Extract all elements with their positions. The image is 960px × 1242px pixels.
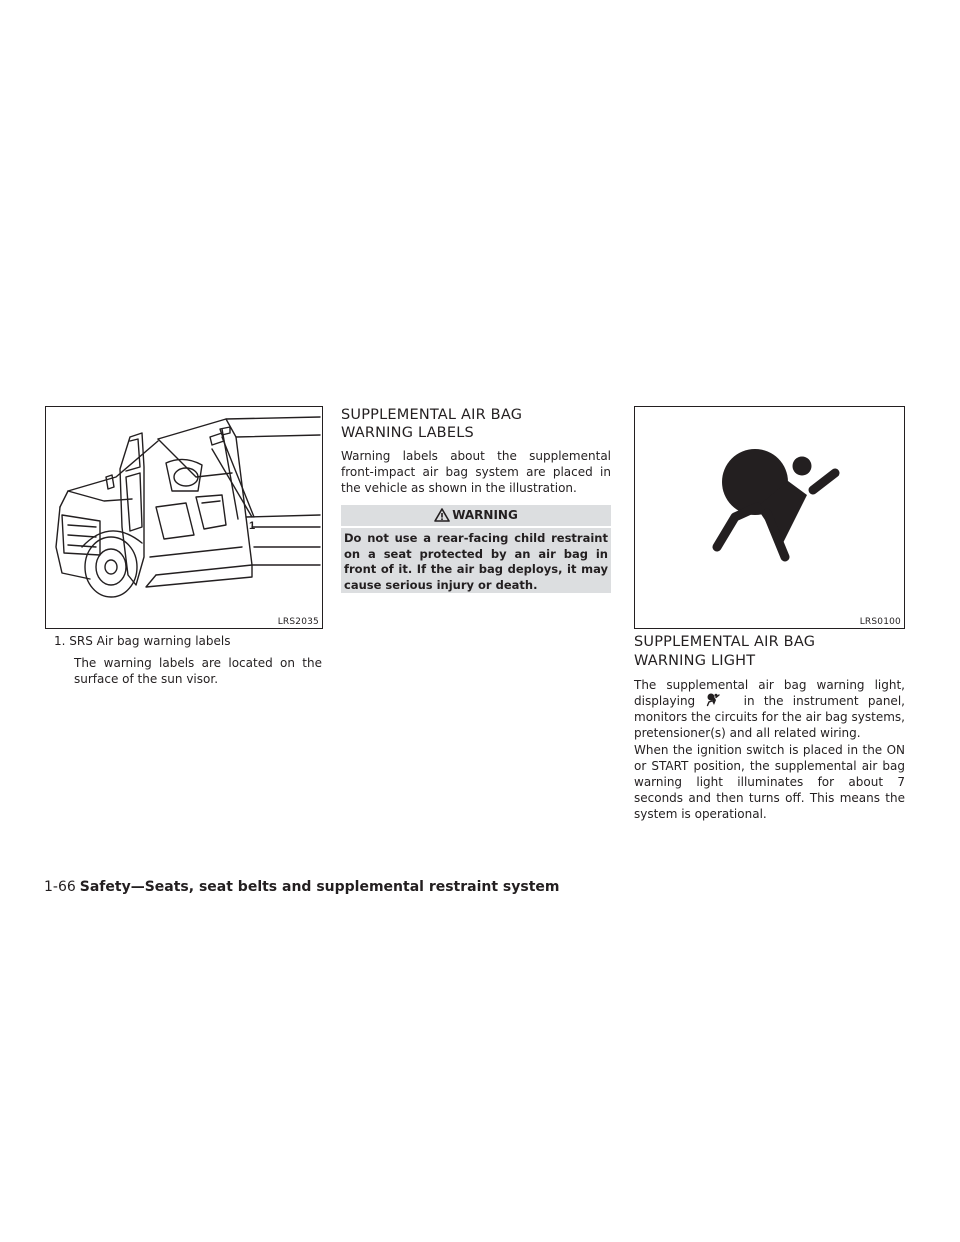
caption-item: 1. SRS Air bag warning labels bbox=[54, 634, 231, 648]
warning-triangle-icon bbox=[434, 508, 450, 522]
figure-airbag-symbol bbox=[634, 406, 905, 629]
section-heading-light-line2: WARNING LIGHT bbox=[634, 653, 756, 669]
truck-drawing bbox=[46, 407, 321, 627]
page-number: 1-66 bbox=[44, 879, 76, 895]
section-body-light-2: When the ignition switch is placed in the ON or START position, the supplemental air bag warning light illuminates for about 7 seconds and then turns off. This means the system is operational. bbox=[634, 743, 905, 821]
caption-text: The warning labels are located on the surface of the sun visor. bbox=[74, 656, 322, 686]
page-footer bbox=[44, 878, 560, 896]
body-light-part2: in the instrument panel, monitors the circuits for the air bag systems, pretensioner(s) and all related wiring. bbox=[634, 694, 905, 740]
callout-number: 1 bbox=[249, 520, 256, 532]
section-heading-labels-line2: WARNING LABELS bbox=[341, 425, 474, 441]
airbag-warning-icon bbox=[635, 407, 903, 627]
figure-truck-illustration bbox=[45, 406, 323, 629]
chapter-title: Safety—Seats, seat belts and supplemental restraint system bbox=[79, 879, 560, 895]
section-body-labels: Warning labels about the supplemental front-impact air bag system are placed in the vehicle as shown in the illustration. bbox=[341, 449, 611, 495]
warning-label: WARNING bbox=[452, 508, 518, 522]
section-body-light bbox=[634, 677, 905, 741]
figure-code: LRS0100 bbox=[859, 617, 901, 627]
airbag-inline-icon bbox=[704, 693, 734, 707]
figure-code: LRS2035 bbox=[277, 617, 319, 627]
section-heading-labels-line1: SUPPLEMENTAL AIR BAG bbox=[341, 407, 523, 423]
section-heading-light-line1: SUPPLEMENTAL AIR BAG bbox=[634, 634, 816, 650]
warning-text: Do not use a rear-facing child restraint on a seat protected by an air bag in front of it. If the air bag deploys, it may cause serious injury or death. bbox=[341, 528, 611, 593]
warning-header bbox=[341, 505, 611, 526]
body-light-part1: The supplemental air bag warning light, displaying bbox=[634, 678, 905, 708]
